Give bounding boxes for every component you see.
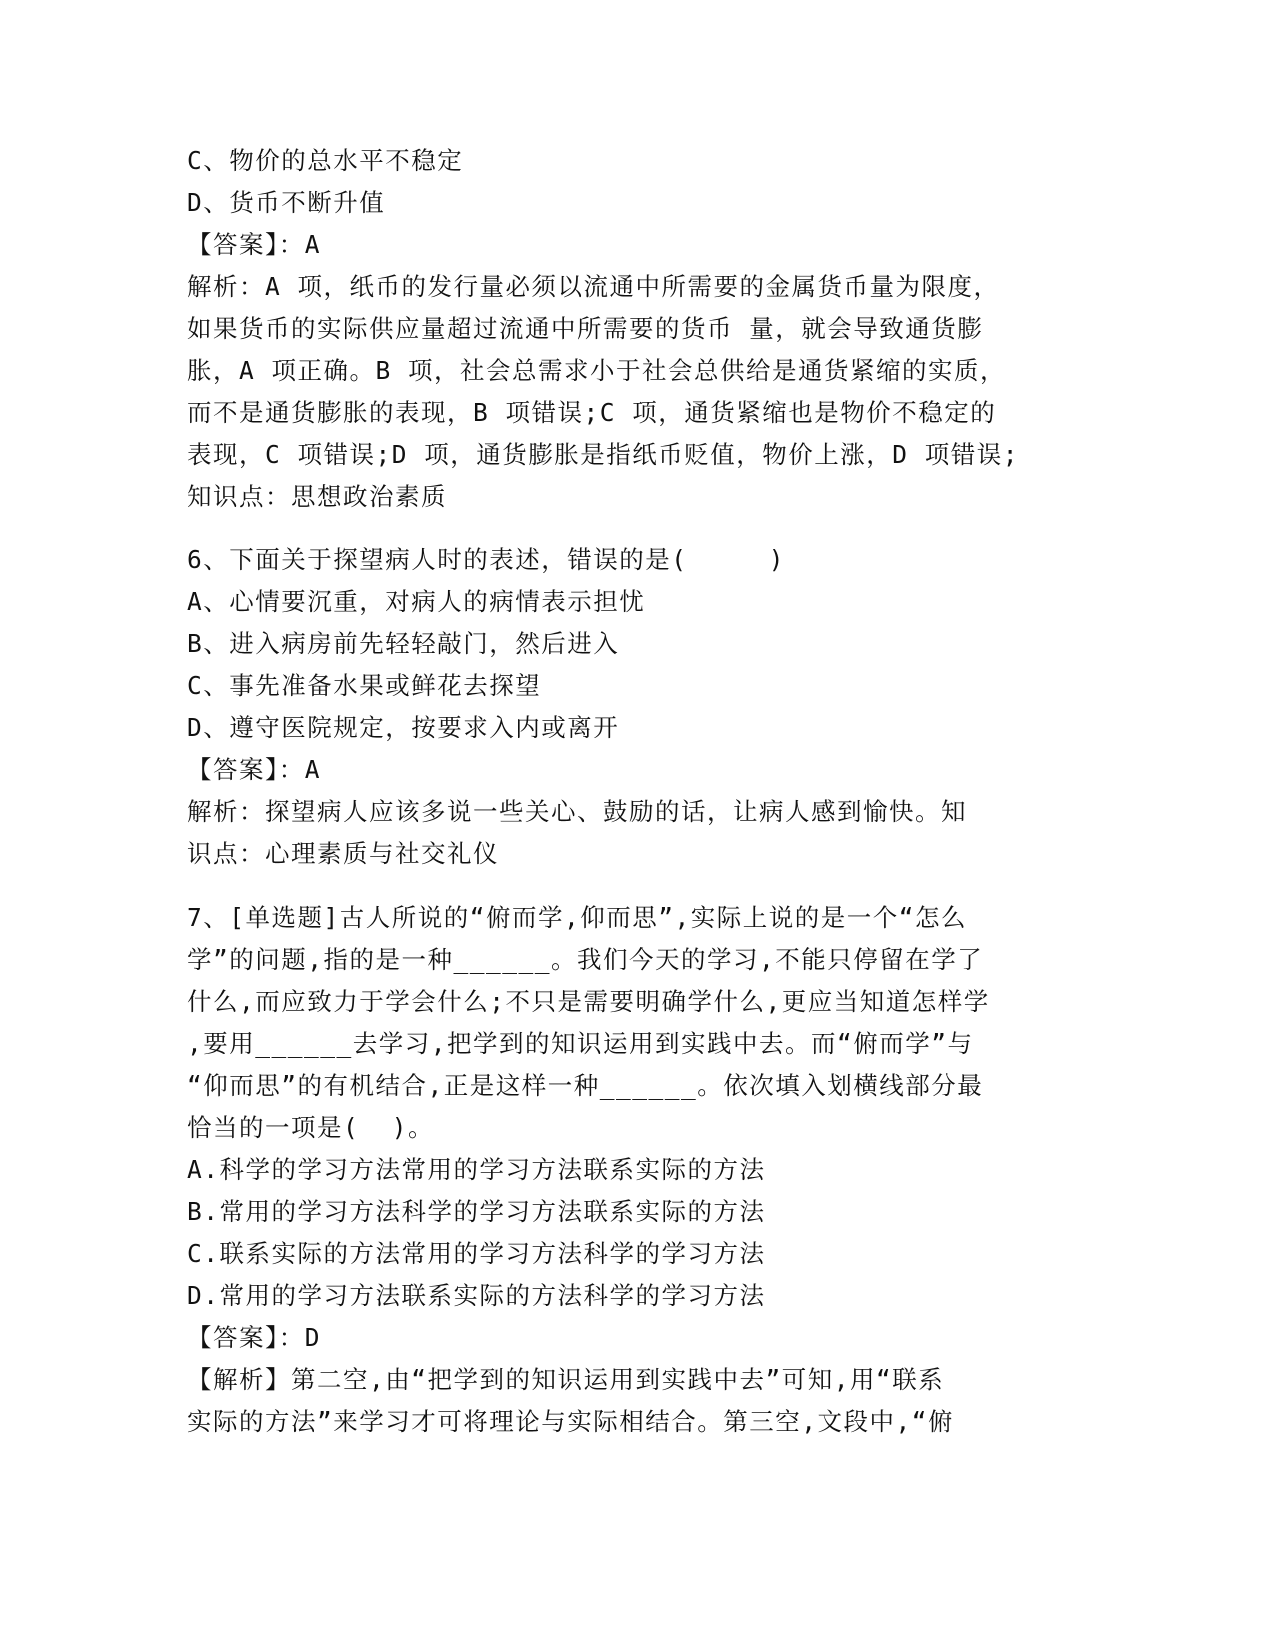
q7-answer: 【答案】：D	[187, 1323, 321, 1352]
q6-analysis-line: 识点：心理素质与社交礼仪	[187, 839, 499, 868]
q5-analysis-line: 胀，A 项正确。B 项，社会总需求小于社会总供给是通货紧缩的实质，	[187, 356, 1006, 385]
q7-question-line: 恰当的一项是( )。	[187, 1113, 435, 1142]
q5-answer: 【答案】：A	[187, 230, 321, 259]
q6-analysis-line: 解析：探望病人应该多说一些关心、鼓励的话，让病人感到愉快。知	[187, 797, 967, 826]
q7-question-line: ,要用______去学习,把学到的知识运用到实践中去。而“俯而学”与	[187, 1029, 974, 1058]
q5-analysis-line: 解析：A 项，纸币的发行量必须以流通中所需要的金属货币量为限度，	[187, 272, 1000, 301]
q7-analysis-line: 【解析】第二空,由“把学到的知识运用到实践中去”可知,用“联系	[187, 1365, 945, 1394]
q6-answer: 【答案】：A	[187, 755, 321, 784]
q6-option-c: C、事先准备水果或鲜花去探望	[187, 671, 542, 700]
q7-option-a: A.科学的学习方法常用的学习方法联系实际的方法	[187, 1155, 766, 1184]
q5-option-d: D、货币不断升值	[187, 188, 386, 217]
q5-knowledge-point: 知识点：思想政治素质	[187, 482, 447, 511]
q7-option-d: D.常用的学习方法联系实际的方法科学的学习方法	[187, 1281, 766, 1310]
q7-question-line: 学”的问题,指的是一种______。我们今天的学习,不能只停留在学了	[187, 945, 984, 974]
q6-question: 6、下面关于探望病人时的表述，错误的是( )	[187, 545, 785, 574]
q7-question-line: 什么,而应致力于学会什么;不只是需要明确学什么,更应当知道怎样学	[187, 987, 990, 1016]
q7-analysis-line: 实际的方法”来学习才可将理论与实际相结合。第三空,文段中,“俯	[187, 1407, 954, 1436]
q6-option-b: B、进入病房前先轻轻敲门，然后进入	[187, 629, 620, 658]
q6-option-d: D、遵守医院规定，按要求入内或离开	[187, 713, 620, 742]
q7-question-line: “仰而思”的有机结合,正是这样一种______。依次填入划横线部分最	[187, 1071, 984, 1100]
q5-option-c: C、物价的总水平不稳定	[187, 146, 464, 175]
q7-question-line: 7、[单选题]古人所说的“俯而学,仰而思”,实际上说的是一个“怎么	[187, 903, 967, 932]
q5-analysis-line: 表现，C 项错误;D 项，通货膨胀是指纸币贬值，物价上涨，D 项错误;	[187, 440, 1019, 469]
q7-option-b: B.常用的学习方法科学的学习方法联系实际的方法	[187, 1197, 766, 1226]
q6-option-a: A、心情要沉重，对病人的病情表示担忧	[187, 587, 646, 616]
q5-analysis-line: 而不是通货膨胀的表现，B 项错误;C 项，通货紧缩也是物价不稳定的	[187, 398, 997, 427]
q7-option-c: C.联系实际的方法常用的学习方法科学的学习方法	[187, 1239, 766, 1268]
q5-analysis-line: 如果货币的实际供应量超过流通中所需要的货币 量，就会导致通货膨	[187, 314, 984, 343]
